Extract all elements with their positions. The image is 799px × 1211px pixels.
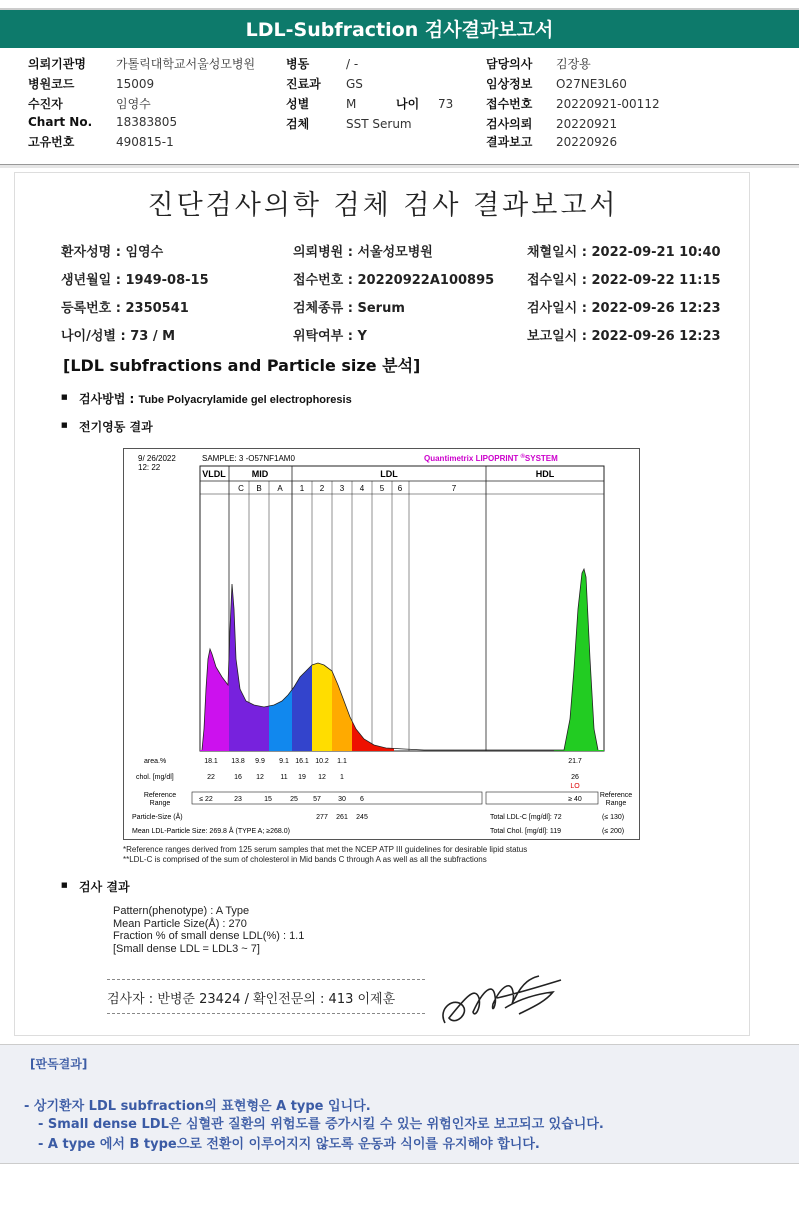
group-label: MID — [251, 469, 269, 479]
ward-value: / - — [346, 57, 359, 71]
collected-datetime: 채혈일시 : 2022-09-21 10:40 — [527, 245, 721, 260]
particle-size-value: 261 — [336, 814, 348, 821]
age-sex: 나이/성별 : 73 / M — [61, 329, 176, 344]
result-sdldl-definition: [Small dense LDL = LDL3 ~ 7] — [113, 942, 260, 955]
tested-datetime: 검사일시 : 2022-09-26 12:23 — [527, 301, 721, 316]
age-value: 73 — [438, 97, 454, 111]
interpretation-line-2: - Small dense LDL은 심혈관 질환의 위험도를 증가시킬 수 있는 위험인자로 보고되고 있습니다. — [38, 1117, 604, 1132]
area-value: 18.1 — [204, 758, 218, 765]
report-title: 진단검사의학 검체 검사 결과보고서 — [147, 190, 619, 221]
unique-label: 고유번호 — [28, 135, 75, 149]
hospital-value: 가톨릭대학교서울성모병원 — [116, 57, 256, 71]
received-datetime: 접수일시 : 2022-09-22 11:15 — [527, 273, 721, 288]
specimen-type: 검체종류 : Serum — [293, 301, 405, 316]
result-summary — [113, 905, 304, 955]
lab-report-document — [14, 172, 750, 1036]
band-fill-area — [269, 690, 292, 751]
examiner-line: 검사자 : 반병준 23424 / 확인전문의 : 413 이제훈 — [107, 992, 396, 1007]
ref-range-label-left-1: Reference — [143, 792, 177, 799]
lipoprint-chart — [123, 448, 640, 840]
ref-range-value: 23 — [234, 796, 242, 803]
ref-range-label-right-2: Range — [605, 800, 627, 807]
area-value: 9.9 — [255, 758, 265, 765]
doctor-label: 담당의사 — [486, 57, 533, 71]
registration-number: 등록번호 : 2350541 — [61, 301, 189, 316]
dashed-divider-bottom — [107, 1013, 425, 1014]
band-label: 1 — [299, 484, 305, 493]
clinical-value: O27NE3L60 — [556, 77, 627, 91]
band-fill-area — [554, 569, 604, 751]
chart-value: 18383805 — [116, 115, 178, 129]
chart-time: 12: 22 — [138, 463, 161, 472]
patient-label: 수진자 — [28, 97, 63, 111]
dept-value: GS — [346, 77, 363, 91]
band-fill-area — [332, 671, 352, 751]
requesting-hospital: 의뢰병원 : 서울성모병원 — [293, 245, 433, 260]
footnote-line-1: *Reference ranges derived from 125 serum samples that met the NCEP ATP III guidelines for desirable lipid status — [123, 845, 528, 854]
interpretation-line-1: - 상기환자 LDL subfraction의 표현형은 A type 입니다. — [24, 1099, 371, 1114]
report-date-value: 20220926 — [556, 135, 618, 149]
reception-label: 접수번호 — [486, 97, 533, 111]
method-value: Tube Polyacrylamide gel electrophoresis — [138, 394, 352, 406]
mean-ldl-particle-size: Mean LDL-Particle Size: 269.8 Å (TYPE A; ≥268.0) — [132, 828, 290, 835]
ref-range-value: ≤ 22 — [199, 796, 213, 803]
unique-value: 490815-1 — [116, 135, 174, 149]
reference-footnote — [123, 845, 527, 865]
ref-range-label-right-1: Reference — [599, 792, 633, 799]
specimen-label: 검체 — [286, 117, 310, 131]
chol-value: 16 — [234, 774, 242, 781]
interpretation-line-3: - A type 에서 B type으로 전환이 이루어지지 않도록 운동과 식이를 유지해야 합니다. — [38, 1137, 540, 1152]
chol-value: 12 — [318, 774, 326, 781]
code-value: 15009 — [116, 77, 155, 91]
lipoprint-chart-svg — [124, 449, 639, 839]
clinical-label: 임상정보 — [486, 77, 533, 91]
dept-label: 진료과 — [286, 77, 321, 91]
band-label: B — [256, 484, 262, 493]
interpretation-panel — [0, 1044, 799, 1164]
patient-name: 환자성명 : 임영수 — [61, 245, 164, 260]
method-line — [79, 390, 352, 407]
sex-label: 성별 — [286, 97, 310, 111]
chart-system-name: Quantimetrix LIPOPRINT ®SYSTEM — [424, 454, 558, 463]
row-label-area: area.% — [144, 758, 167, 765]
band-fill-area — [200, 649, 229, 751]
dashed-divider-top — [107, 979, 425, 980]
group-label: LDL — [380, 469, 398, 479]
particle-size-value: 277 — [316, 814, 328, 821]
chol-value: 12 — [256, 774, 264, 781]
result-label: ■ 검사 결과 — [79, 878, 130, 895]
ref-range-value: 6 — [360, 796, 364, 803]
hdl-ref-value: ≥ 40 — [568, 796, 582, 803]
result-pattern: Pattern(phenotype) : A Type — [113, 905, 250, 917]
chol-value: 22 — [207, 774, 215, 781]
band-label: 6 — [397, 484, 403, 493]
band-fill-area — [312, 663, 332, 751]
doctor-value: 김장용 — [556, 57, 591, 71]
interpretation-title: [판독결과] — [30, 1057, 88, 1071]
method-label: 검사방법 : — [79, 392, 135, 406]
signature-image — [435, 968, 565, 1030]
chol-value: 11 — [280, 774, 288, 781]
particle-size-label: Particle-Size (Å) — [132, 814, 183, 821]
area-value: 10.2 — [315, 758, 329, 765]
hospital-label: 의뢰기관명 — [28, 57, 86, 71]
chart-label: Chart No. — [28, 115, 93, 129]
band-label: C — [238, 484, 244, 493]
birth-date: 생년월일 : 1949-08-15 — [61, 273, 209, 288]
chart-date: 9/ 26/2022 — [138, 454, 176, 463]
ref-range-value: 30 — [338, 796, 346, 803]
row-label-chol: chol. [mg/dl] — [136, 774, 174, 781]
sex-value: M — [346, 97, 357, 111]
ref-range-value: 25 — [290, 796, 298, 803]
band-label: 4 — [359, 484, 365, 493]
band-fill-area — [249, 703, 269, 752]
hdl-area-value: 21.7 — [568, 758, 582, 765]
reception-number: 접수번호 : 20220922A100895 — [293, 273, 495, 288]
band-fill-area — [229, 584, 249, 751]
patient-value: 임영수 — [116, 97, 151, 111]
band-fill-area — [352, 721, 394, 751]
analysis-section-title: [LDL subfractions and Particle size 분석] — [63, 356, 421, 375]
specimen-value: SST Serum — [346, 117, 412, 131]
group-label: VLDL — [202, 469, 226, 479]
area-value: 13.8 — [231, 758, 245, 765]
ref-range-label-left-2: Range — [149, 800, 171, 807]
band-label: 5 — [379, 484, 385, 493]
total-ldl-c-ref: (≤ 130) — [602, 814, 625, 821]
chol-value: 1 — [340, 774, 344, 781]
report-date-label: 결과보고 — [486, 135, 533, 149]
outsourced-flag: 위탁여부 : Y — [293, 329, 367, 344]
group-label: HDL — [535, 469, 555, 479]
total-cholesterol: Total Chol. [mg/dl]: 119 — [490, 828, 562, 835]
reception-value: 20220921-00112 — [556, 97, 660, 111]
particle-size-value: 245 — [356, 814, 368, 821]
band-fill-area — [292, 665, 312, 751]
band-label: A — [277, 484, 283, 493]
ref-range-value: 57 — [313, 796, 321, 803]
area-value: 1.1 — [337, 758, 347, 765]
area-value: 9.1 — [279, 758, 289, 765]
chol-value: 19 — [298, 774, 306, 781]
chart-sample-id: SAMPLE: 3 -O57NF1AM0 — [202, 454, 295, 463]
band-label: 3 — [339, 484, 345, 493]
total-ldl-c: Total LDL-C [mg/dl]: 72 — [490, 814, 562, 821]
hdl-low-flag: LO — [570, 783, 580, 790]
result-mean-size: Mean Particle Size(Å) : 270 — [113, 917, 247, 930]
hdl-chol-value: 26 — [571, 774, 579, 781]
total-cholesterol-ref: (≤ 200) — [602, 828, 625, 835]
area-value: 16.1 — [295, 758, 309, 765]
request-value: 20220921 — [556, 117, 618, 131]
age-label: 나이 — [396, 97, 420, 111]
reported-datetime: 보고일시 : 2022-09-26 12:23 — [527, 329, 721, 344]
result-sdldl-fraction: Fraction % of small dense LDL(%) : 1.1 — [113, 930, 305, 942]
code-label: 병원코드 — [28, 77, 75, 91]
band-label: 7 — [451, 484, 457, 493]
ref-range-value: 15 — [264, 796, 272, 803]
band-label: 2 — [319, 484, 325, 493]
ward-label: 병동 — [286, 57, 310, 71]
request-label: 검사의뢰 — [486, 117, 533, 131]
electrophoresis-label: ■ 전기영동 결과 — [79, 418, 153, 435]
section-divider — [0, 164, 799, 168]
report-header-title: LDL-Subfraction 검사결과보고서 — [0, 8, 799, 48]
footnote-line-2: **LDL-C is comprised of the sum of cholesterol in Mid bands C through A as well as all the subfractions — [123, 855, 487, 864]
